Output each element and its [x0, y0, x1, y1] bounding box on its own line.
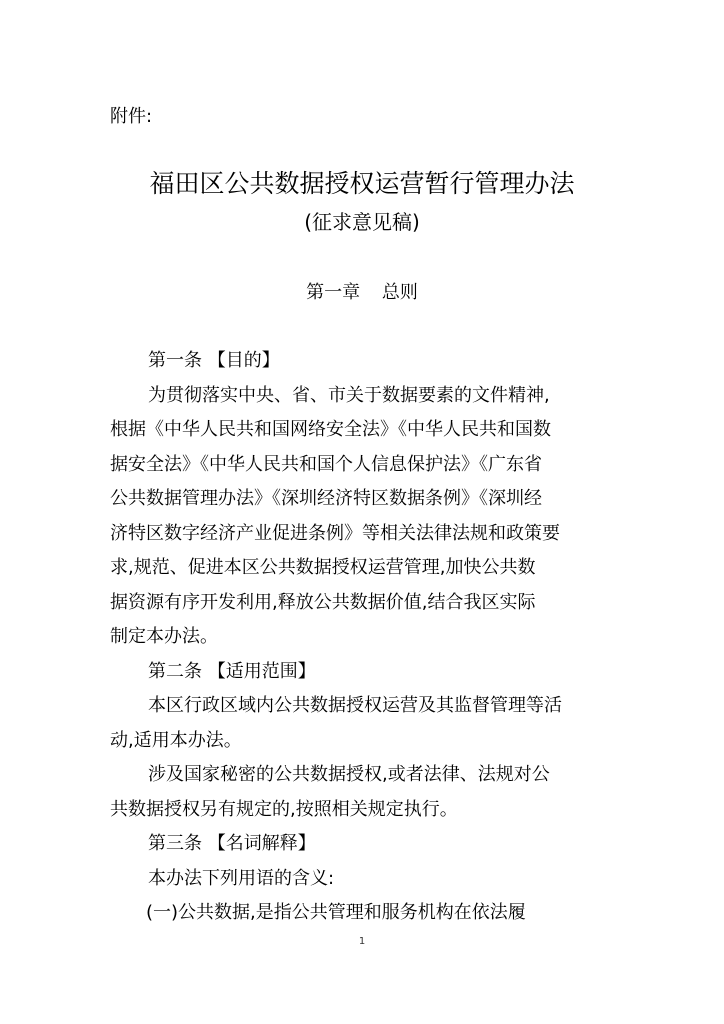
- body-line: 第一条 【目的】: [148, 350, 280, 371]
- document-subtitle: (征求意见稿): [304, 210, 420, 234]
- body-line: 共数据授权另有规定的,按照相关规定执行。: [110, 798, 458, 820]
- attachment-label: 附件:: [110, 106, 153, 127]
- body-line: 第三条 【名词解释】: [148, 833, 316, 854]
- body-line: (一)公共数据,是指公共管理和服务机构在依法履: [146, 902, 526, 923]
- chapter-heading: [0, 278, 724, 304]
- body-line: 公共数据管理办法》《深圳经济特区数据条例》《深圳经: [110, 488, 542, 509]
- body-line: 第二条 【适用范围】: [148, 660, 316, 682]
- body-line: 据资源有序开发利用,释放公共数据价值,结合我区实际: [110, 591, 536, 613]
- body-line: 本区行政区域内公共数据授权运营及其监督管理等活: [148, 695, 562, 716]
- document-title: 福田区公共数据授权运营暂行管理办法: [149, 169, 575, 198]
- document-body: [110, 344, 614, 931]
- page-number: 1: [358, 936, 366, 947]
- body-line: 制定本办法。: [110, 626, 218, 647]
- body-line: 动,适用本办法。: [110, 729, 242, 751]
- chapter-name: 总则: [381, 282, 418, 303]
- body-line: 据安全法》《中华人民共和国个人信息保护法》《广东省: [110, 453, 542, 475]
- body-line: 求,规范、促进本区公共数据授权运营管理,加快公共数: [110, 557, 536, 578]
- body-line: 本办法下列用语的含义:: [148, 867, 335, 889]
- chapter-number: 第一章: [306, 282, 361, 303]
- body-line: 济特区数字经济产业促进条例》等相关法律法规和政策要: [110, 522, 560, 544]
- body-line: 涉及国家秘密的公共数据授权,或者法律、法规对公: [148, 764, 550, 785]
- body-line: 根据《中华人民共和国网络安全法》《中华人民共和国数: [110, 419, 551, 440]
- body-line: 为贯彻落实中央、省、市关于数据要素的文件精神,: [148, 384, 550, 406]
